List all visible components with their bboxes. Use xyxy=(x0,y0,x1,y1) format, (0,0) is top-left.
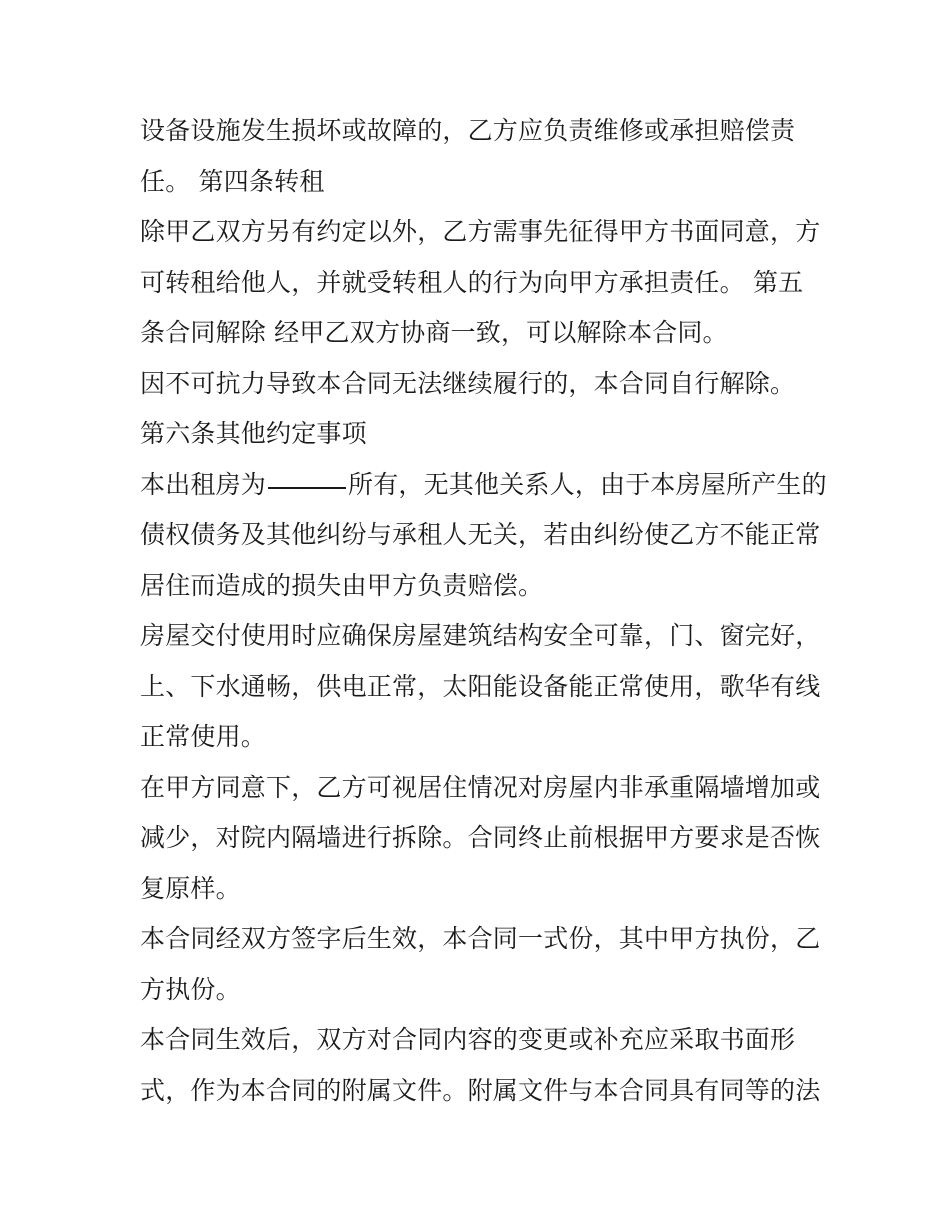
text-line: 本合同经双方签字后生效，本合同一式份，其中甲方执份，乙 xyxy=(140,924,821,953)
contract-text-body xyxy=(140,106,830,1116)
text-line: 在甲方同意下，乙方可视居住情况对房屋内非承重隔墙增加或 xyxy=(140,772,821,802)
text-line: 设备设施发生损坏或故障的，乙方应负责维修或承担赔偿责 xyxy=(140,116,796,145)
text-line: 正常使用。 xyxy=(140,722,267,751)
text-line: 除甲乙双方另有约定以外，乙方需事先征得甲方书面同意，方 xyxy=(140,217,821,246)
text-line: 方执份。 xyxy=(140,974,241,1004)
text-line: 可转租给他人，并就受转租人的行为向甲方承担责任。 第五 xyxy=(140,267,804,297)
text-line-with-blank xyxy=(140,460,830,511)
text-line: 第六条其他约定事项 xyxy=(140,419,367,448)
text-line: 条合同解除 经甲乙双方协商一致，可以解除本合同。 xyxy=(140,318,728,347)
text-line: 因不可抗力导致本合同无法继续履行的，本合同自行解除。 xyxy=(140,368,796,398)
text-line: 居住而造成的损失由甲方负责赔偿。 xyxy=(140,570,544,600)
text-line: 式，作为本合同的附属文件。附属文件与本合同具有同等的法 xyxy=(140,1075,821,1105)
text-line: 上、下水通畅，供电正常，太阳能设备能正常使用，歌华有线 xyxy=(140,671,821,701)
text-line: 复原样。 xyxy=(140,873,241,903)
text-segment: 本出租房为 xyxy=(140,469,267,499)
text-line: 房屋交付使用时应确保房屋建筑结构安全可靠，门、窗完好， xyxy=(140,621,821,650)
text-line: 任。 第四条转租 xyxy=(140,166,325,196)
text-line: 债权债务及其他纠纷与承租人无关，若由纠纷使乙方不能正常 xyxy=(140,520,821,549)
text-segment: 所有，无其他关系人，由于本房屋所产生的 xyxy=(348,469,827,499)
owner-blank-field xyxy=(268,487,346,489)
text-line: 本合同生效后，双方对合同内容的变更或补充应采取书面形 xyxy=(140,1025,796,1054)
text-line: 减少，对院内隔墙进行拆除。合同终止前根据甲方要求是否恢 xyxy=(140,823,821,852)
